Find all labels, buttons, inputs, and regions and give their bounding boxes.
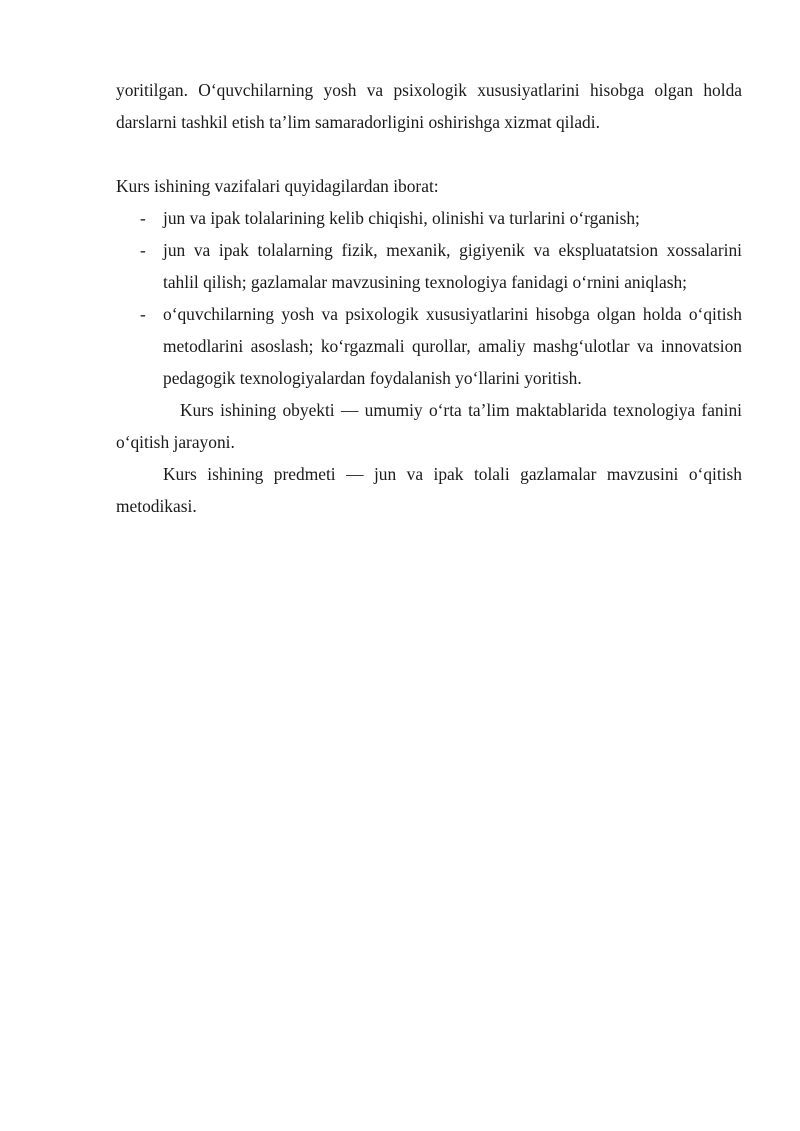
- list-bullet: -: [140, 208, 146, 228]
- tasks-heading: Kurs ishining vazifalari quyidagilardan iborat:: [116, 176, 439, 196]
- document-page: [116, 74, 742, 522]
- list-item-text: jun va ipak tolalarining kelib chiqishi, olinishi va turlarini o‘rganish;: [163, 208, 640, 228]
- list-bullet: -: [140, 240, 146, 260]
- list-item: [116, 202, 742, 234]
- subject-paragraph: Kurs ishining predmeti — jun va ipak tolali gazlamalar mavzusini o‘qitish metodikasi.: [116, 464, 742, 516]
- list-item-text: o‘quvchilarning yosh va psixologik xususiyatlarini hisobga olgan holda o‘qitish metodlarini asoslash; ko‘rgazmali qurollar, amaliy mashg‘ulotlar va innovatsion pedagogik texnologiyalardan foydalanish yo‘llarini yoritish.: [163, 304, 742, 388]
- list-item: [116, 298, 742, 394]
- object-paragraph: Kurs ishining obyekti — umumiy o‘rta ta’lim maktablarida texnologiya fanini o‘qitish jarayoni.: [116, 400, 742, 452]
- intro-paragraph: yoritilgan. O‘quvchilarning yosh va psixologik xususiyatlarini hisobga olgan holda darslarni tashkil etish ta’lim samaradorligini oshirishga xizmat qiladi.: [116, 80, 742, 132]
- list-item: [116, 234, 742, 298]
- list-bullet: -: [140, 304, 146, 324]
- list-item-text: jun va ipak tolalarning fizik, mexanik, gigiyenik va ekspluatatsion xossalarini tahlil qilish; gazlamalar mavzusining texnologiya fanidagi o‘rnini aniqlash;: [163, 240, 742, 292]
- tasks-list: [116, 202, 742, 394]
- paragraph-spacer: [116, 138, 742, 170]
